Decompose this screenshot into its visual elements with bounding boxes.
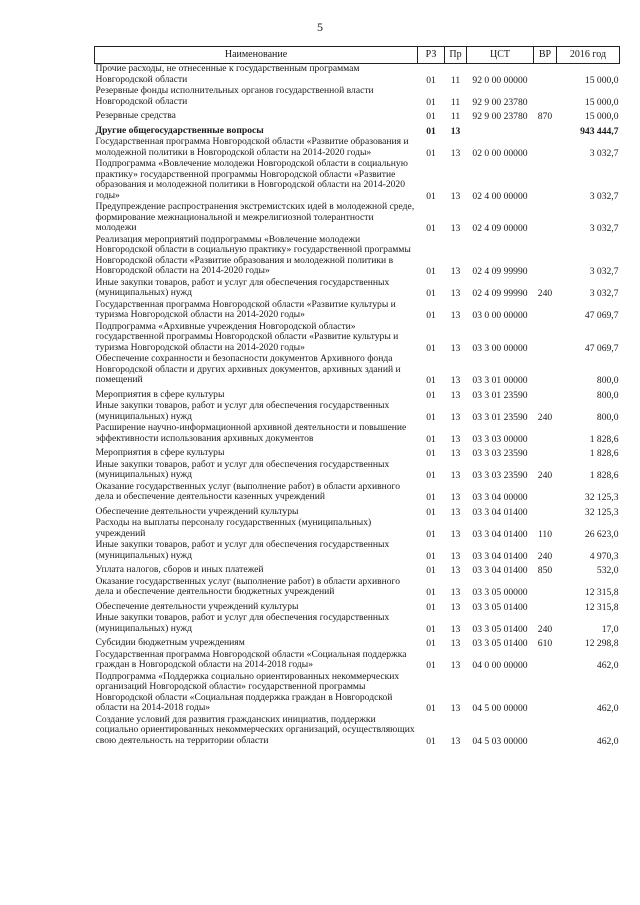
table-row bbox=[95, 504, 620, 519]
row-sum: 800,0 bbox=[596, 389, 619, 401]
row-name: Подпрограмма «Архивные учреждения Новгородской области» государственной программы Новгородской области «Развитие культуры и туризма Новгородской области на 2014-2020 годы» bbox=[95, 320, 399, 353]
row-sum: 1 828,6 bbox=[589, 448, 619, 459]
row-name: Иные закупки товаров, работ и услуг для обеспечения государственных (муниципальных) нужд bbox=[95, 458, 390, 480]
row-pr: 13 bbox=[450, 266, 461, 277]
row-rz: 01 bbox=[426, 528, 436, 540]
row-sum: 3 032,7 bbox=[589, 288, 619, 299]
row-pr: 13 bbox=[450, 470, 461, 481]
row-cst: 04 0 00 00000 bbox=[472, 660, 528, 671]
row-sum: 943 444,7 bbox=[580, 125, 619, 137]
row-name: Субсидии бюджетным учреждениям bbox=[95, 637, 245, 648]
table-row bbox=[95, 86, 620, 108]
row-cst: 03 3 05 01400 bbox=[472, 601, 528, 613]
row-cst: 03 3 01 23590 bbox=[472, 411, 528, 423]
row-name: Оказание государственных услуг (выполнение работ) в области архивного дела и обеспечение деятельности бюджетных учреждений bbox=[95, 575, 401, 597]
row-vr bbox=[534, 123, 557, 138]
row-cst: 92 0 00 00000 bbox=[472, 74, 528, 86]
row-vr bbox=[534, 482, 557, 504]
row-cst: 03 3 04 00000 bbox=[472, 492, 528, 503]
table-row bbox=[95, 482, 620, 504]
row-rz: 01 bbox=[426, 703, 436, 714]
row-sum: 3 032,7 bbox=[589, 223, 619, 234]
row-pr: 13 bbox=[450, 528, 461, 540]
row-vr: 110 bbox=[537, 528, 553, 540]
table-row bbox=[95, 387, 620, 402]
row-vr bbox=[534, 423, 557, 445]
row-name: Государственная программа Новгородской области «Социальная поддержка граждан в Новгородской области на 2014-2018 годы» bbox=[95, 648, 407, 670]
row-sum: 462,0 bbox=[596, 735, 619, 747]
table-row bbox=[95, 354, 620, 387]
row-name: Иные закупки товаров, работ и услуг для обеспечения государственных (муниципальных) нужд bbox=[95, 276, 390, 298]
row-name: Обеспечение деятельности учреждений культуры bbox=[95, 505, 299, 517]
row-sum: 462,0 bbox=[596, 703, 619, 714]
row-cst: 03 3 04 01400 bbox=[472, 506, 528, 518]
row-pr: 13 bbox=[450, 506, 461, 518]
row-pr: 13 bbox=[450, 125, 461, 137]
row-rz: 01 bbox=[426, 266, 436, 277]
row-name: Создание условий для развития гражданских инициатив, поддержки социально ориентированных некоммерческих организаций, осуществляющих свою деятельность на территории области bbox=[95, 713, 415, 746]
row-pr: 13 bbox=[450, 342, 461, 354]
row-name: Подпрограмма «Вовлечение молодежи Новгородской области в социальную практику» государственной программы Новгородской области «Развитие образования и молодежной политики в Новгородской области на 2014-2020 годы» bbox=[95, 158, 408, 201]
row-vr bbox=[534, 322, 557, 355]
row-rz: 01 bbox=[426, 433, 436, 445]
table-row bbox=[95, 577, 620, 599]
row-rz: 01 bbox=[426, 470, 436, 481]
row-pr: 13 bbox=[450, 587, 461, 598]
table-row bbox=[95, 401, 620, 423]
table-row bbox=[95, 235, 620, 278]
row-cst: 03 3 04 01400 bbox=[472, 528, 528, 540]
row-cst: 92 9 00 23780 bbox=[472, 96, 528, 108]
table-body bbox=[95, 64, 620, 748]
row-pr: 13 bbox=[450, 550, 461, 562]
row-sum: 47 069,7 bbox=[584, 342, 619, 354]
row-vr bbox=[534, 672, 557, 715]
row-rz: 01 bbox=[426, 492, 436, 503]
row-pr: 13 bbox=[450, 735, 461, 747]
row-pr: 11 bbox=[450, 74, 461, 86]
row-name: Реализация мероприятий подпрограммы «Вовлечение молодежи Новгородской области в социальную практику» государственной программы Новгородской области «Развитие образования и молодежной политики в Новгородской области на 2014-2020 годы» bbox=[95, 233, 411, 276]
header-pr: Пр bbox=[445, 47, 467, 64]
row-rz: 01 bbox=[426, 342, 436, 354]
row-sum: 32 125,3 bbox=[584, 506, 619, 518]
row-cst: 03 3 03 00000 bbox=[472, 433, 528, 445]
row-cst: 92 9 00 23780 bbox=[472, 111, 528, 122]
row-name: Мероприятия в сфере культуры bbox=[95, 447, 225, 458]
table-row bbox=[95, 64, 620, 87]
header-vr: ВР bbox=[534, 47, 557, 64]
row-pr: 13 bbox=[450, 448, 461, 459]
row-name: Иные закупки товаров, работ и услуг для обеспечения государственных (муниципальных) нужд bbox=[95, 539, 390, 561]
row-rz: 01 bbox=[426, 223, 436, 234]
row-rz: 01 bbox=[426, 96, 436, 108]
row-vr: 240 bbox=[537, 470, 553, 481]
table-header-row bbox=[95, 47, 620, 64]
row-name: Подпрограмма «Поддержка социально ориентированных некоммерческих организаций Новгородской области» государственной программы Новгородской области «Социальная поддержка граждан в Новгородской области на 2014-2018 годы» bbox=[95, 670, 400, 713]
row-sum: 3 032,7 bbox=[589, 266, 619, 277]
table-row bbox=[95, 137, 620, 159]
table-row bbox=[95, 123, 620, 138]
row-name: Резервные фонды исполнительных органов государственной власти Новгородской области bbox=[95, 85, 374, 107]
row-name: Мероприятия в сфере культуры bbox=[95, 388, 225, 400]
row-cst: 03 3 05 00000 bbox=[472, 587, 528, 598]
table-row bbox=[95, 672, 620, 715]
row-name: Предупреждение распространения экстремистских идей в молодежной среде, формирование межнациональной и межрелигиозной толерантности молодежи bbox=[95, 201, 415, 233]
row-sum: 26 623,0 bbox=[584, 528, 619, 540]
table-row bbox=[95, 715, 620, 748]
table-row bbox=[95, 650, 620, 672]
row-name: Расширение научно-информационной архивной деятельности и повышение эффективности использования архивных документов bbox=[95, 422, 407, 444]
row-rz: 01 bbox=[426, 448, 436, 459]
row-sum: 532,0 bbox=[596, 565, 619, 576]
row-sum: 32 125,3 bbox=[584, 492, 619, 503]
row-sum: 12 315,8 bbox=[584, 587, 619, 598]
row-rz: 01 bbox=[426, 565, 436, 576]
page-number: 5 bbox=[317, 20, 323, 34]
row-pr: 13 bbox=[450, 190, 461, 202]
row-name: Иные закупки товаров, работ и услуг для обеспечения государственных (муниципальных) нужд bbox=[95, 612, 390, 634]
row-sum: 3 032,7 bbox=[589, 190, 619, 202]
row-pr: 13 bbox=[450, 223, 461, 234]
row-rz: 01 bbox=[426, 638, 436, 649]
row-vr bbox=[534, 650, 557, 672]
row-cst: 03 3 04 01400 bbox=[472, 550, 528, 562]
header-rz: РЗ bbox=[418, 47, 445, 64]
row-rz: 01 bbox=[426, 550, 436, 562]
header-name: Наименование bbox=[95, 47, 418, 64]
row-cst: 03 3 01 23590 bbox=[472, 389, 528, 401]
row-cst: 02 4 09 00000 bbox=[472, 223, 528, 234]
row-sum: 4 970,3 bbox=[589, 550, 619, 562]
row-cst: 03 3 01 00000 bbox=[472, 375, 528, 386]
table-row bbox=[95, 322, 620, 355]
table-row bbox=[95, 423, 620, 445]
table-row bbox=[95, 613, 620, 635]
row-pr: 13 bbox=[450, 492, 461, 503]
row-vr bbox=[534, 300, 557, 322]
table-row bbox=[95, 278, 620, 300]
row-sum: 17,0 bbox=[601, 623, 619, 635]
row-sum: 1 828,6 bbox=[589, 433, 619, 445]
row-pr: 13 bbox=[450, 389, 461, 401]
table-row bbox=[95, 540, 620, 562]
row-rz: 01 bbox=[426, 411, 436, 423]
row-vr bbox=[534, 577, 557, 599]
row-sum: 12 315,8 bbox=[584, 601, 619, 613]
table-row bbox=[95, 562, 620, 577]
row-name: Резервные средства bbox=[95, 110, 176, 121]
row-vr: 240 bbox=[537, 411, 553, 423]
table-row bbox=[95, 300, 620, 322]
row-sum: 800,0 bbox=[596, 375, 619, 386]
table-row bbox=[95, 202, 620, 235]
row-sum: 15 000,0 bbox=[584, 74, 619, 86]
row-vr: 240 bbox=[537, 623, 553, 635]
row-rz: 01 bbox=[426, 601, 436, 613]
row-rz: 01 bbox=[426, 660, 436, 671]
row-rz: 01 bbox=[426, 111, 436, 122]
row-name: Прочие расходы, не отнесенные к государственным программам Новгородской области bbox=[95, 63, 360, 85]
row-sum: 3 032,7 bbox=[589, 147, 619, 159]
row-rz: 01 bbox=[426, 147, 436, 159]
row-cst: 04 5 00 00000 bbox=[472, 703, 528, 714]
row-cst: 03 0 00 00000 bbox=[472, 310, 528, 321]
row-vr bbox=[534, 64, 557, 87]
row-name: Обеспечение сохранности и безопасности документов Архивного фонда Новгородской области и других архивных документов, архивных зданий и помещений bbox=[95, 353, 401, 385]
row-cst: 03 3 04 01400 bbox=[472, 565, 528, 576]
row-rz: 01 bbox=[426, 375, 436, 386]
row-pr: 13 bbox=[450, 601, 461, 613]
row-vr bbox=[534, 504, 557, 519]
row-cst: 03 3 00 00000 bbox=[472, 342, 528, 354]
row-rz: 01 bbox=[426, 623, 436, 635]
table-row bbox=[95, 108, 620, 123]
row-vr bbox=[534, 137, 557, 159]
row-vr bbox=[534, 86, 557, 108]
row-cst bbox=[467, 123, 534, 138]
row-pr: 13 bbox=[450, 310, 461, 321]
table-row bbox=[95, 635, 620, 650]
row-pr: 13 bbox=[450, 411, 461, 423]
row-cst: 02 4 09 99990 bbox=[472, 288, 528, 299]
row-pr: 13 bbox=[450, 288, 461, 299]
row-vr: 850 bbox=[537, 565, 553, 576]
row-sum: 12 298,8 bbox=[584, 638, 619, 649]
row-name: Оказание государственных услуг (выполнение работ) в области архивного дела и обеспечение деятельности казенных учреждений bbox=[95, 480, 401, 502]
table-row bbox=[95, 518, 620, 540]
row-vr bbox=[534, 445, 557, 460]
row-name: Обеспечение деятельности учреждений культуры bbox=[95, 600, 299, 612]
table-row bbox=[95, 445, 620, 460]
row-cst: 03 3 03 23590 bbox=[472, 470, 528, 481]
row-name: Государственная программа Новгородской области «Развитие культуры и туризма Новгородской области на 2014-2020 годы» bbox=[95, 298, 396, 320]
row-pr: 13 bbox=[450, 433, 461, 445]
row-rz: 01 bbox=[426, 389, 436, 401]
row-pr: 13 bbox=[450, 623, 461, 635]
row-rz: 01 bbox=[426, 735, 436, 747]
row-vr bbox=[534, 354, 557, 387]
row-vr: 240 bbox=[537, 550, 553, 562]
row-rz: 01 bbox=[426, 190, 436, 202]
row-pr: 11 bbox=[450, 111, 461, 122]
row-vr bbox=[534, 159, 557, 202]
row-vr: 870 bbox=[537, 111, 553, 122]
row-cst: 03 3 05 01400 bbox=[472, 623, 528, 635]
row-pr: 13 bbox=[450, 565, 461, 576]
row-sum: 15 000,0 bbox=[584, 96, 619, 108]
table-row bbox=[95, 599, 620, 614]
budget-table bbox=[94, 46, 620, 747]
row-vr bbox=[534, 202, 557, 235]
row-rz: 01 bbox=[426, 125, 436, 137]
row-cst: 03 3 03 23590 bbox=[472, 448, 528, 459]
row-pr: 13 bbox=[450, 147, 461, 159]
row-rz: 01 bbox=[426, 288, 436, 299]
row-rz: 01 bbox=[426, 506, 436, 518]
row-vr bbox=[534, 715, 557, 748]
row-cst: 02 4 00 00000 bbox=[472, 190, 528, 202]
row-pr: 13 bbox=[450, 638, 461, 649]
row-vr: 240 bbox=[537, 288, 553, 299]
row-pr: 13 bbox=[450, 703, 461, 714]
row-cst: 02 0 00 00000 bbox=[472, 147, 528, 159]
row-name: Расходы на выплаты персоналу государственных (муниципальных) учреждений bbox=[95, 517, 372, 539]
row-name: Иные закупки товаров, работ и услуг для обеспечения государственных (муниципальных) нужд bbox=[95, 400, 390, 422]
row-rz: 01 bbox=[426, 310, 436, 321]
row-cst: 02 4 09 99990 bbox=[472, 266, 528, 277]
row-vr bbox=[534, 599, 557, 614]
table-row bbox=[95, 460, 620, 482]
header-sum: 2016 год bbox=[557, 47, 620, 64]
row-sum: 800,0 bbox=[596, 411, 619, 423]
row-pr: 13 bbox=[450, 375, 461, 386]
row-pr: 13 bbox=[450, 660, 461, 671]
row-sum: 462,0 bbox=[596, 660, 619, 671]
row-pr: 11 bbox=[450, 96, 461, 108]
row-name: Другие общегосударственные вопросы bbox=[95, 124, 264, 136]
row-vr: 610 bbox=[537, 638, 553, 649]
row-rz: 01 bbox=[426, 74, 436, 86]
row-sum: 15 000,0 bbox=[584, 111, 619, 122]
row-vr bbox=[534, 235, 557, 278]
row-cst: 03 3 05 01400 bbox=[472, 638, 528, 649]
row-cst: 04 5 03 00000 bbox=[472, 735, 528, 747]
table-row bbox=[95, 159, 620, 202]
row-sum: 1 828,6 bbox=[589, 470, 619, 481]
row-rz: 01 bbox=[426, 587, 436, 598]
row-name: Государственная программа Новгородской области «Развитие образования и молодежной политики в Новгородской области на 2014-2020 годы» bbox=[95, 136, 409, 158]
header-cst: ЦСТ bbox=[467, 47, 534, 64]
row-name: Уплата налогов, сборов и иных платежей bbox=[95, 564, 264, 575]
row-vr bbox=[534, 387, 557, 402]
row-sum: 47 069,7 bbox=[584, 310, 619, 321]
